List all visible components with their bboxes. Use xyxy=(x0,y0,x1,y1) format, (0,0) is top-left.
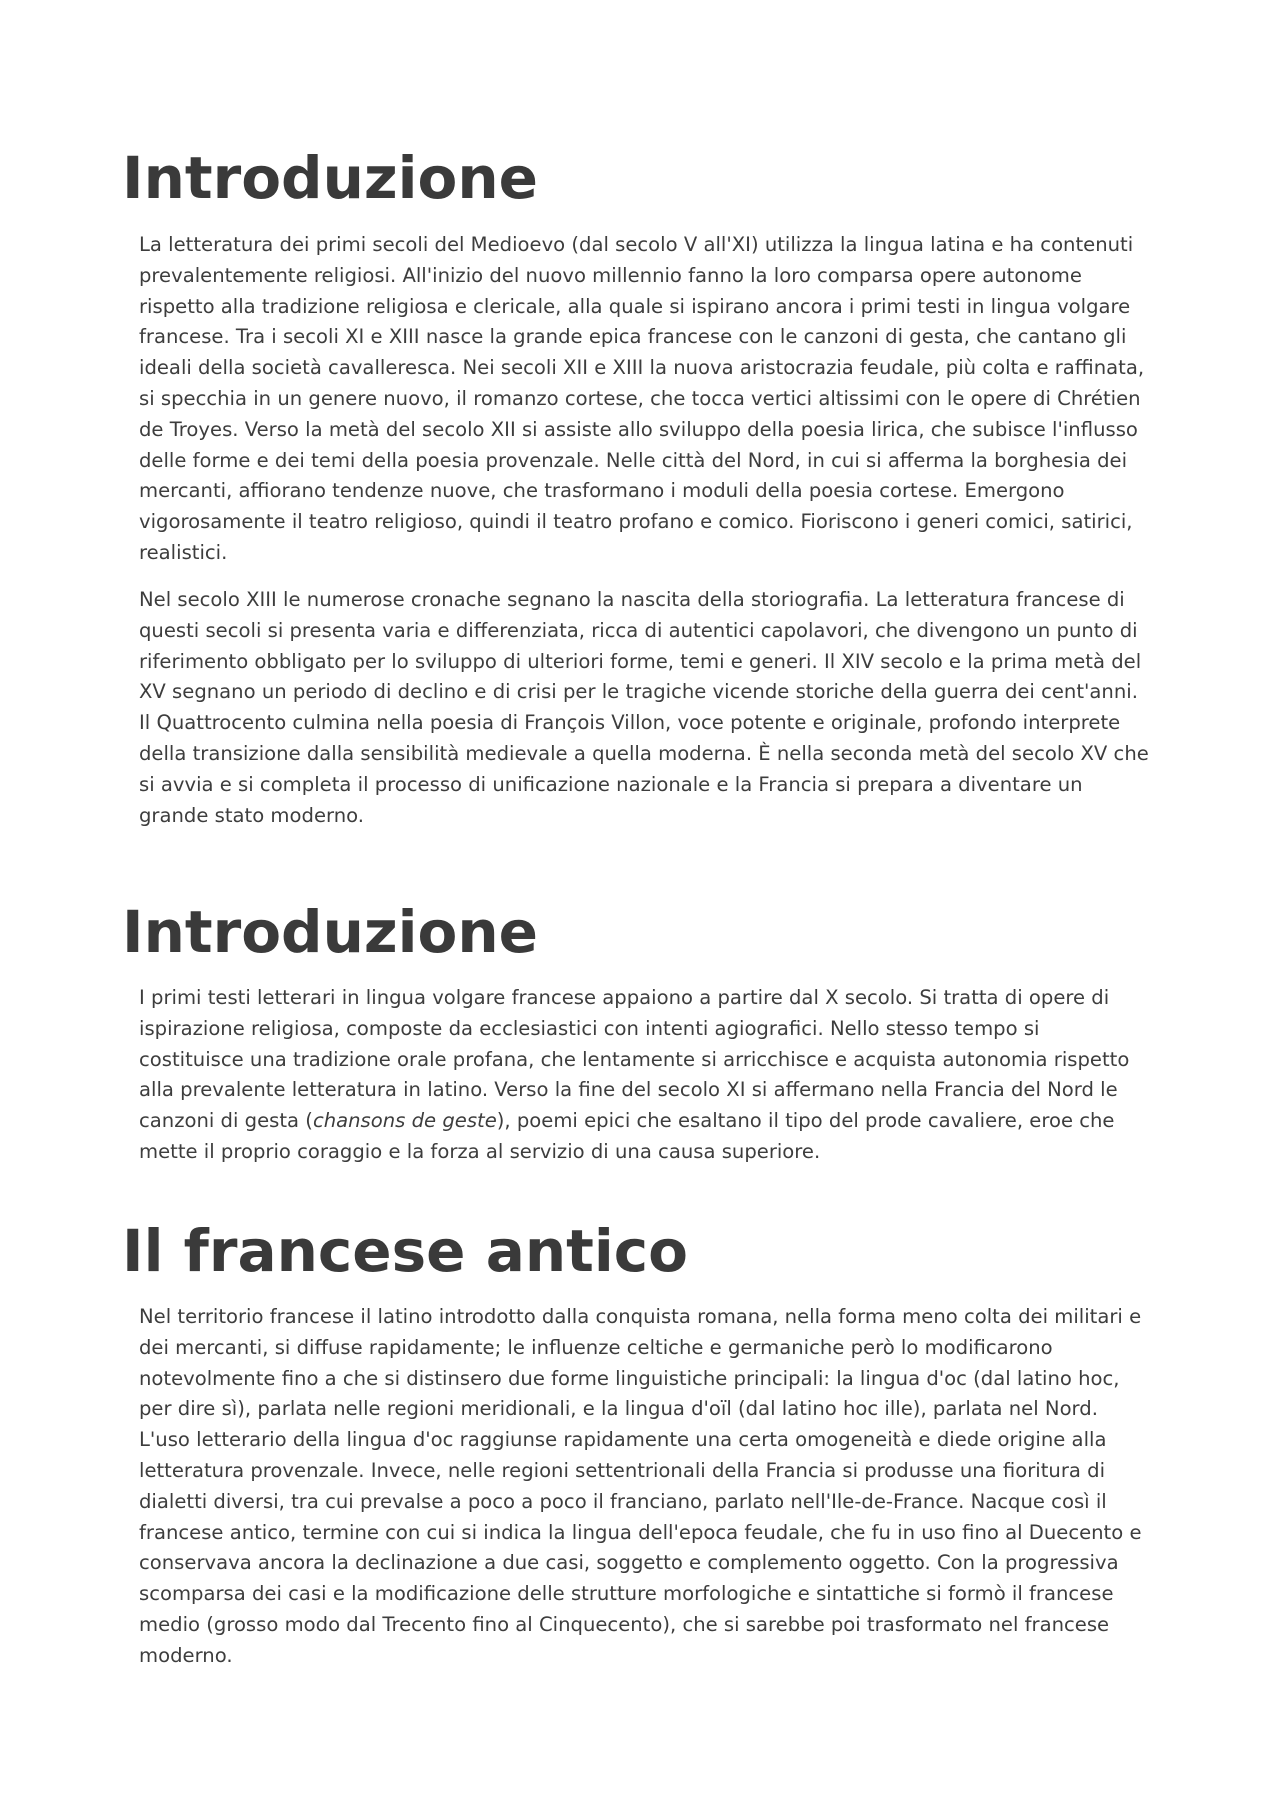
section-3-paragraph-1: Nel territorio francese il latino introdotto dalla conquista romana, nella forma meno colta dei militari e dei mercanti, si diffuse rapidamente; le influenze celtiche e germaniche però lo modificarono notevolmente fino a che si distinsero due forme linguistiche principali: la lingua d'oc (dal latino hoc, per dire sì), parlata nelle regioni meridionali, e la lingua d'oïl (dal latino hoc ille), parlata nel Nord. L'uso letterario della lingua d'oc raggiunse rapidamente una certa omogeneità e diede origine alla letteratura provenzale. Invece, nelle regioni settentrionali della Francia si produsse una fioritura di dialetti diversi, tra cui prevalse a poco a poco il franciano, parlato nell'Ile-de-France. Nacque così il francese antico, termine con cui si indica la lingua dell'epoca feudale, che fu in uso fino al Duecento e conservava ancora la declinazione a due casi, soggetto e complemento oggetto. Con la progressiva scomparsa dei casi e la modificazione delle strutture morfologiche e sintattiche si formò il francese medio (grosso modo dal Trecento fino al Cinquecento), che si sarebbe poi trasformato nel francese moderno. xyxy=(139,1305,1142,1667)
section-2-text-after: ), poemi epici che esaltano il tipo del prode cavaliere, eroe che mette il proprio coraggio e la forza al servizio di una causa superiore. xyxy=(139,1109,1115,1163)
section-2-text-before: I primi testi letterari in lingua volgare francese appaiono a partire dal X secolo. Si tratta di opere di ispirazione religiosa, composte da ecclesiastici con intenti agiografici. Nello stesso tempo si costituisce una tradizione orale profana, che lentamente si arricchisce e acquista autonomia rispetto alla prevalente letteratura in latino. Verso la fine del secolo XI si affermano nella Francia del Nord le canzoni di gesta ( xyxy=(139,986,1130,1133)
section-2-paragraph-1 xyxy=(139,983,1149,1168)
section-1-paragraph-2: Nel secolo XIII le numerose cronache segnano la nascita della storiografia. La letteratura francese di questi secoli si presenta varia e differenziata, ricca di autentici capolavori, che divengono un punto di riferimento obbligato per lo sviluppo di ulteriori forme, temi e generi. Il XIV secolo e la prima metà del XV segnano un periodo di declino e di crisi per le tragiche vicende storiche della guerra dei cent'anni. Il Quattrocento culmina nella poesia di François Villon, voce potente e originale, profondo interprete della transizione dalla sensibilità medievale a quella moderna. È nella seconda metà del secolo XV che si avvia e si completa il processo di unificazione nazionale e la Francia si prepara a diventare un grande stato moderno. xyxy=(139,588,1149,827)
section-1-heading: Introduzione xyxy=(122,144,538,212)
section-2-italic-term: chansons de geste xyxy=(312,1109,497,1133)
section-2-heading: Introduzione xyxy=(122,898,538,966)
section-1-paragraph-1: La letteratura dei primi secoli del Medioevo (dal secolo V all'XI) utilizza la lingua latina e ha contenuti prevalentemente religiosi. All'inizio del nuovo millennio fanno la loro comparsa opere autonome rispetto alla tradizione religiosa e clericale, alla quale si ispirano ancora i primi testi in lingua volgare francese. Tra i secoli XI e XIII nasce la grande epica francese con le canzoni di gesta, che cantano gli ideali della società cavalleresca. Nei secoli XII e XIII la nuova aristocrazia feudale, più colta e raffinata, si specchia in un genere nuovo, il romanzo cortese, che tocca vertici altissimi con le opere di Chrétien de Troyes. Verso la metà del secolo XII si assiste allo sviluppo della poesia lirica, che subisce l'influsso delle forme e dei temi della poesia provenzale. Nelle città del Nord, in cui si afferma la borghesia dei mercanti, affiorano tendenze nuove, che trasformano i moduli della poesia cortese. Emergono vigorosamente il teatro religioso, quindi il teatro profano e comico. Fioriscono i generi comici, satirici, realistici. xyxy=(139,233,1145,564)
section-3-heading: Il francese antico xyxy=(122,1217,688,1285)
